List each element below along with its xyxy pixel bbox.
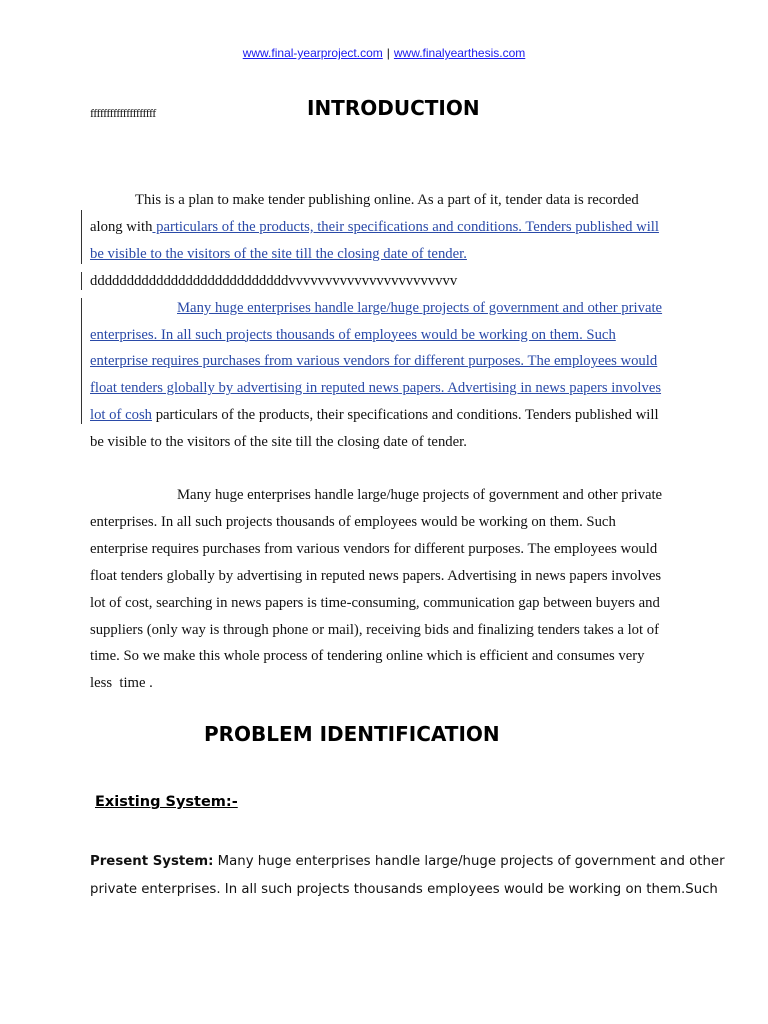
text-line: Many huge enterprises handle large/huge projects of government and other private (177, 487, 663, 503)
change-bar (81, 210, 82, 264)
stray-text: ffffffffffffffffffff (90, 106, 156, 120)
tracked-insertion: Many huge enterprises handle large/huge projects of government and other private (177, 299, 663, 316)
text-line: lot of cost, searching in news papers is time-consuming, communication gap between buyers and (90, 594, 660, 611)
tracked-insertion: be visible to the visitors of the site till the closing date of tender. (90, 245, 467, 262)
text-line: lot of cosh particulars of the products, their specifications and conditions. Tenders published will (90, 407, 659, 424)
change-bar (81, 272, 82, 290)
text-line: float tenders globally by advertising in reputed news papers. Advertising in news papers involves (90, 567, 662, 584)
text-line (90, 241, 682, 268)
text-line: This is a plan to make tender publishing online. As a part of it, tender data is recorded (135, 192, 639, 208)
final-year-thesis-link[interactable]: www.finalyearthesis.com (393, 46, 526, 60)
header-separator: | (386, 46, 390, 60)
intro-paragraph-1 (90, 187, 682, 456)
header-links (0, 46, 768, 60)
existing-system-heading: Existing System:- (95, 794, 238, 810)
text-line: time. So we make this whole process of tendering online which is efficient and consumes very (90, 648, 645, 665)
final-year-project-link[interactable]: www.final-yearproject.com (242, 46, 383, 60)
tracked-insertion: enterprises. In all such projects thousands of employees would be working on them. Such (90, 326, 616, 343)
text-line: enterprises. In all such projects thousands of employees would be working on them. Such (90, 513, 616, 530)
present-system-paragraph (90, 848, 725, 904)
problem-identification-title: PROBLEM IDENTIFICATION (204, 722, 500, 746)
introduction-title: INTRODUCTION (307, 96, 480, 120)
text-line: enterprise requires purchases from various vendors for different purposes. The employees would (90, 540, 658, 557)
text-line: Present System: Many huge enterprises handle large/huge projects of government and other (90, 854, 725, 869)
present-system-label: Present System: (90, 854, 214, 869)
text-line: dddddddddddddddddddddddddddvvvvvvvvvvvvvvvvvvvvvvv (90, 272, 458, 289)
text-line: suppliers (only way is through phone or mail), receiving bids and finalizing tenders takes a lot of (90, 621, 660, 638)
tracked-insertion: enterprise requires purchases from various vendors for different purposes. The employees would (90, 353, 658, 370)
text-line: be visible to the visitors of the site till the closing date of tender. (90, 434, 467, 451)
text-line: less time . (90, 675, 153, 692)
text-line (90, 322, 682, 349)
change-bar (81, 298, 82, 424)
tracked-insertion: float tenders globally by advertising in reputed news papers. Advertising in news papers involves (90, 380, 662, 397)
text-line: along with particulars of the products, their specifications and conditions. Tenders published will (90, 218, 659, 235)
tracked-insertion: particulars of the products, their specifications and conditions. Tenders published will (152, 218, 659, 235)
tracked-insertion: lot of cosh (90, 407, 153, 424)
text-line: private enterprises. In all such projects thousands employees would be working on them.Such (90, 882, 718, 897)
text-line (90, 375, 682, 402)
text-line (90, 295, 682, 322)
text-line (90, 348, 682, 375)
intro-paragraph-2 (90, 482, 682, 697)
